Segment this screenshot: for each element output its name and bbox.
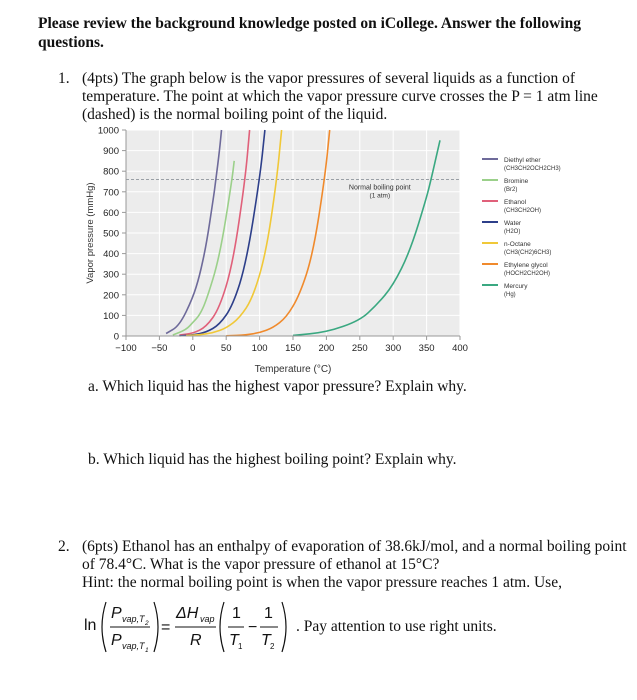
y-tick-label: 0 [113, 331, 119, 343]
x-tick-label: 0 [190, 343, 196, 354]
equals-sign: = [161, 619, 171, 636]
x-tick-label: 300 [385, 343, 402, 354]
ln-symbol: ln [84, 617, 97, 634]
legend-label: n-Octane [504, 241, 531, 248]
first-numerator: 1 [232, 605, 241, 622]
y-tick-label: 800 [103, 166, 119, 178]
question-1a: a. Which liquid has the highest vapor pressure? Explain why. [88, 378, 467, 395]
x-tick-label: −50 [151, 343, 168, 354]
x-tick-label: 50 [220, 343, 232, 354]
x-tick-label: 200 [318, 343, 335, 354]
numerator-subscript-index: 2 [145, 620, 149, 627]
intro-instructions: Please review the background knowledge posted on iCollege. Answer the following questions. [38, 15, 581, 51]
y-tick-label: 900 [103, 146, 119, 158]
legend-formula: (HOCH2CH2OH) [504, 271, 551, 277]
legend-label: Mercury [504, 283, 528, 290]
question-2-hint: Hint: the normal boiling point is when the vapor pressure reaches 1 atm. Use, [82, 574, 562, 591]
legend-label: Diethyl ether [504, 157, 541, 164]
legend-label: Bromine [504, 178, 529, 185]
legend-formula: (H2O) [504, 229, 521, 235]
denominator-p: P [111, 632, 122, 649]
gas-constant-r: R [190, 632, 202, 649]
x-axis-label: Temperature (°C) [254, 364, 332, 375]
legend-label: Water [504, 220, 522, 227]
legend-formula: (CH3(CH2)6CH3) [504, 250, 552, 256]
minus-sign: − [248, 619, 258, 636]
legend-formula: (Br2) [504, 187, 518, 193]
delta-h-subscript: vap [200, 614, 215, 624]
legend-formula: (CH3CH2OH) [504, 208, 542, 214]
question-2-text [82, 538, 627, 592]
x-tick-label: 250 [351, 343, 368, 354]
legend-formula: (Hg) [504, 292, 516, 298]
denominator-subscript-index: 1 [145, 647, 149, 654]
numerator-p: P [111, 605, 122, 622]
y-tick-label: 1000 [97, 125, 119, 137]
question-2-number: 2. [58, 538, 70, 555]
x-tick-label: −100 [115, 343, 137, 354]
second-t-subscript: 2 [270, 642, 275, 651]
question-1-number: 1. [58, 70, 70, 87]
y-tick-label: 500 [103, 228, 119, 240]
legend-formula: (CH3CH2OCH2CH3) [504, 166, 561, 172]
x-tick-label: 400 [452, 343, 468, 354]
second-numerator: 1 [264, 605, 273, 622]
legend-label: Ethylene glycol [504, 262, 548, 269]
y-tick-label: 600 [103, 207, 119, 219]
numerator-subscript: vap,T [122, 614, 145, 624]
y-tick-label: 200 [103, 290, 119, 302]
x-tick-label: 150 [285, 343, 301, 354]
reference-sublabel: (1 atm) [369, 192, 391, 200]
delta-h: ΔH [176, 605, 199, 622]
y-tick-label: 700 [103, 187, 119, 199]
x-tick-label: 100 [251, 343, 268, 354]
reference-label: Normal boiling point [348, 184, 411, 192]
question-1b: b. Which liquid has the highest boiling point? Explain why. [88, 451, 457, 468]
legend-label: Ethanol [504, 199, 527, 206]
denominator-subscript: vap,T [122, 641, 145, 651]
y-tick-label: 100 [103, 310, 119, 322]
y-tick-label: 400 [103, 249, 119, 261]
question-1-text: (4pts) The graph below is the vapor pressures of several liquids as a function of temperature. The point at which the vapor pressure curve crosses the P = 1 atm line (dashed) is the normal boiling point of the liquid. [82, 70, 598, 123]
y-tick-label: 300 [103, 269, 119, 281]
first-t: T [229, 632, 239, 649]
second-t: T [261, 632, 271, 649]
formula-note: . Pay attention to use right units. [296, 618, 497, 635]
x-tick-label: 350 [418, 343, 435, 354]
vapor-pressure-chart [80, 122, 610, 378]
y-axis-label: Vapor pressure (mmHg) [85, 182, 96, 284]
first-t-subscript: 1 [238, 642, 243, 651]
question-2-line-1: (6pts) Ethanol has an enthalpy of evaporation of 38.6kJ/mol, and a normal boiling point of 78.4°C. What is the vapor pressure of ethanol at 15°C? [82, 538, 627, 573]
